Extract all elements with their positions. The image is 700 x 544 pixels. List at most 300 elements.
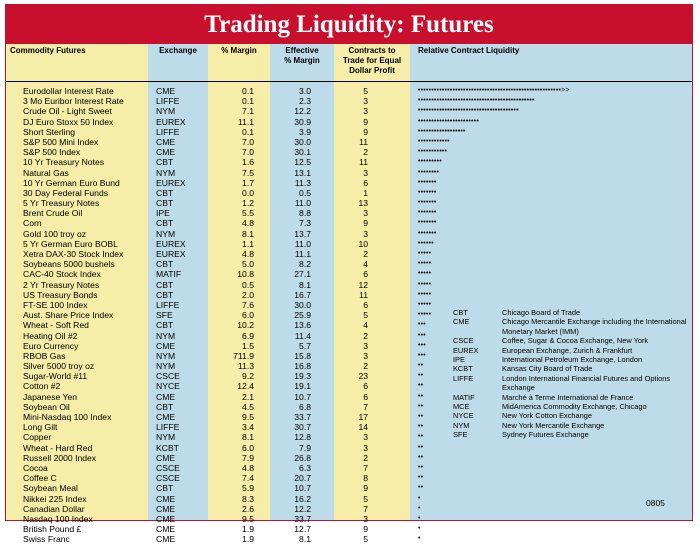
liquidity-dots: ••••••• xyxy=(418,188,437,196)
commodity-name: Short Sterling xyxy=(23,126,76,137)
legend-name: International Petroleum Exchange, London xyxy=(502,355,643,365)
contracts-cell: 6 xyxy=(363,269,368,280)
table-row xyxy=(6,147,692,157)
margin-cell: 10.2 xyxy=(237,320,254,331)
contracts-cell: 7 xyxy=(363,401,368,412)
legend-item xyxy=(453,411,689,420)
legend-name: London International Financial Futures and Options Exchange xyxy=(502,373,671,393)
legend-name: Chicago Board of Trade xyxy=(502,308,581,317)
margin-cell: 7.4 xyxy=(242,473,254,484)
exchange-cell: CME xyxy=(156,340,176,351)
margin-cell: 2.6 xyxy=(242,503,254,514)
exchange-cell: LIFFE xyxy=(156,96,180,107)
contracts-cell: 2 xyxy=(363,249,368,259)
contracts-cell: 4 xyxy=(363,320,368,331)
margin-cell: 11.3 xyxy=(237,361,254,372)
liquidity-dots: • xyxy=(418,525,421,533)
margin-cell: 1.9 xyxy=(242,534,254,544)
effective-margin-cell: 7.3 xyxy=(299,218,311,229)
exchange-cell: CME xyxy=(156,524,176,535)
effective-margin-cell: 12.5 xyxy=(294,157,311,168)
table-row xyxy=(6,208,692,218)
commodity-name: Cocoa xyxy=(23,462,48,473)
liquidity-dots: ••••••• xyxy=(418,199,437,207)
margin-cell: 7.5 xyxy=(242,167,254,178)
exchange-cell: CME xyxy=(156,452,176,463)
contracts-cell: 2 xyxy=(363,361,368,372)
margin-cell: 1.6 xyxy=(242,157,254,168)
contracts-cell: 3 xyxy=(363,208,368,219)
legend-abbr: SFE xyxy=(453,430,468,440)
legend-item xyxy=(453,374,689,393)
contracts-cell: 11 xyxy=(359,136,368,147)
effective-margin-cell: 7.9 xyxy=(299,442,311,453)
liquidity-dots: ••••••••••• xyxy=(418,148,448,156)
liquidity-dots: ••••• xyxy=(418,260,432,268)
effective-margin-cell: 25.9 xyxy=(294,310,311,321)
liquidity-dots: •••••••••••••••••• xyxy=(418,127,466,135)
effective-margin-cell: 8.2 xyxy=(299,259,311,270)
contracts-cell: 11 xyxy=(359,289,368,300)
liquidity-dots: ••••••••••••••••••••••••••••••••••••••••••••••••••••••>> xyxy=(418,87,570,94)
table-row xyxy=(6,259,692,269)
liquidity-dots: •••••••••••••••••••••••••••••••••••••• xyxy=(418,107,519,115)
commodity-name: CAC-40 Stock Index xyxy=(23,269,101,280)
header-effective-margin xyxy=(270,46,334,66)
liquidity-dots: ••••• xyxy=(418,290,432,298)
commodity-name: RBOB Gas xyxy=(23,350,66,361)
effective-margin-cell: 11.3 xyxy=(294,177,311,188)
legend-item xyxy=(453,402,689,411)
liquidity-dots: •• xyxy=(418,443,424,451)
commodity-name: Soybeans 5000 bushels xyxy=(23,259,115,270)
table-row xyxy=(6,168,692,178)
exchange-cell: SFE xyxy=(156,310,173,321)
effective-margin-cell: 19.3 xyxy=(294,371,311,382)
contracts-cell: 9 xyxy=(363,483,368,494)
contracts-cell: 3 xyxy=(363,513,368,524)
contracts-cell: 7 xyxy=(363,503,368,514)
effective-margin-cell: 15.8 xyxy=(294,350,311,361)
effective-margin-cell: 16.8 xyxy=(294,361,311,372)
table-row xyxy=(6,86,692,96)
contracts-cell: 6 xyxy=(363,177,368,188)
liquidity-dots: •• xyxy=(418,453,424,461)
page-title: Trading Liquidity: Futures xyxy=(6,5,692,44)
table-row xyxy=(6,178,692,188)
effective-margin-cell: 33.7 xyxy=(294,513,311,524)
exchange-cell: CSCE xyxy=(156,473,180,484)
margin-cell: 8.3 xyxy=(242,493,254,504)
contracts-cell: 9 xyxy=(363,116,368,127)
exchange-cell: NYM xyxy=(156,106,176,117)
legend-abbr: EUREX xyxy=(453,345,479,355)
liquidity-dots: ••• xyxy=(418,351,426,359)
margin-cell: 7.0 xyxy=(242,136,254,147)
legend-name: MidAmerica Commodity Exchange, Chicago xyxy=(502,402,647,412)
effective-margin-cell: 2.3 xyxy=(299,96,311,107)
header-contracts-line3: Dollar Profit xyxy=(349,66,395,75)
contracts-cell: 1 xyxy=(363,187,368,198)
commodity-name: Wheat - Soft Red xyxy=(23,320,89,331)
legend-name: Chicago Mercantile Exchange including the International Monetary Market (IMM) xyxy=(502,317,687,336)
margin-cell: 2.0 xyxy=(242,289,254,300)
commodity-name: Eurodollar Interest Rate xyxy=(23,86,114,96)
commodity-name: 3 Mo Euribor Interest Rate xyxy=(23,96,124,107)
table-row xyxy=(6,188,692,198)
liquidity-dots: • xyxy=(418,494,421,502)
table-row xyxy=(6,290,692,300)
margin-cell: 12.4 xyxy=(237,381,254,392)
header-contracts xyxy=(334,46,410,76)
table-row xyxy=(6,534,692,544)
margin-cell: 1.2 xyxy=(242,198,254,209)
margin-cell: 6.0 xyxy=(242,310,254,321)
commodity-name: Soybean Oil xyxy=(23,401,70,412)
legend-abbr: CSCE xyxy=(453,336,474,346)
effective-margin-cell: 10.7 xyxy=(294,483,311,494)
table-row xyxy=(6,198,692,208)
margin-cell: 0.1 xyxy=(242,96,254,107)
commodity-name: Nikkei 225 Index xyxy=(23,493,87,504)
contracts-cell: 3 xyxy=(363,106,368,117)
commodity-name: Japanese Yen xyxy=(23,391,78,402)
effective-margin-cell: 11.1 xyxy=(294,249,311,259)
contracts-cell: 5 xyxy=(363,310,368,321)
effective-margin-cell: 3.9 xyxy=(299,126,311,137)
exchange-legend xyxy=(453,308,689,440)
contracts-cell: 7 xyxy=(363,462,368,473)
effective-margin-cell: 12.2 xyxy=(294,503,311,514)
commodity-name: Russell 2000 Index xyxy=(23,452,97,463)
effective-margin-cell: 6.8 xyxy=(299,401,311,412)
legend-item xyxy=(453,364,689,373)
effective-margin-cell: 16.2 xyxy=(294,493,311,504)
exchange-cell: NYCE xyxy=(156,381,180,392)
table-row xyxy=(6,127,692,137)
effective-margin-cell: 8.1 xyxy=(299,279,311,290)
legend-abbr: CBT xyxy=(453,308,468,317)
exchange-cell: CBT xyxy=(156,401,174,412)
margin-cell: 0.1 xyxy=(242,86,254,96)
exchange-cell: CBT xyxy=(156,157,174,168)
liquidity-dots: •• xyxy=(418,484,424,492)
contracts-cell: 13 xyxy=(358,198,368,209)
exchange-cell: NYM xyxy=(156,361,176,372)
table-row xyxy=(6,249,692,259)
exchange-cell: IPE xyxy=(156,208,170,219)
exchange-cell: CME xyxy=(156,513,176,524)
contracts-cell: 2 xyxy=(363,147,368,158)
liquidity-dots: •••••• xyxy=(418,239,434,247)
exchange-cell: NYM xyxy=(156,167,176,178)
effective-margin-cell: 30.0 xyxy=(294,136,311,147)
exchange-cell: LIFFE xyxy=(156,422,180,433)
legend-name: Sydney Futures Exchange xyxy=(502,430,589,440)
commodity-name: DJ Euro Stoxx 50 Index xyxy=(23,116,114,127)
contracts-cell: 3 xyxy=(363,442,368,453)
liquidity-dots: ••• xyxy=(418,331,426,339)
contracts-cell: 12 xyxy=(358,279,368,290)
table-row xyxy=(6,473,692,483)
exchange-cell: CBT xyxy=(156,289,174,300)
liquidity-dots: •••••••••••• xyxy=(418,137,450,145)
margin-cell: 7.0 xyxy=(242,147,254,158)
margin-cell: 2.1 xyxy=(242,391,254,402)
legend-abbr: KCBT xyxy=(453,364,473,374)
effective-margin-cell: 12.8 xyxy=(294,432,311,443)
liquidity-dots: ••••• xyxy=(418,280,432,288)
effective-margin-cell: 5.7 xyxy=(299,340,311,351)
exchange-cell: NYM xyxy=(156,330,176,341)
contracts-cell: 3 xyxy=(363,167,368,178)
effective-margin-cell: 27.1 xyxy=(294,269,311,280)
commodity-name: British Pound £ xyxy=(23,524,82,535)
margin-cell: 9.2 xyxy=(242,371,254,382)
contracts-cell: 5 xyxy=(363,86,368,96)
header-contracts-line2: Trade for Equal xyxy=(342,56,402,65)
commodity-name: Copper xyxy=(23,432,52,443)
table-row xyxy=(6,453,692,463)
table-row xyxy=(6,117,692,127)
exchange-cell: KCBT xyxy=(156,442,179,453)
effective-margin-cell: 26.8 xyxy=(294,452,311,463)
commodity-name: S&P 500 Index xyxy=(23,147,81,158)
commodity-name: US Treasury Bonds xyxy=(23,289,98,300)
exchange-cell: CBT xyxy=(156,187,174,198)
legend-item xyxy=(453,393,689,402)
margin-cell: 11.1 xyxy=(237,116,254,127)
contracts-cell: 9 xyxy=(363,218,368,229)
commodity-name: Nasdaq 100 Index xyxy=(23,513,93,524)
margin-cell: 10.8 xyxy=(237,269,254,280)
liquidity-dots: •• xyxy=(418,402,424,410)
contracts-cell: 3 xyxy=(363,228,368,239)
effective-margin-cell: 8.8 xyxy=(299,208,311,219)
contracts-cell: 8 xyxy=(363,473,368,484)
contracts-cell: 17 xyxy=(358,412,368,422)
margin-cell: 5.0 xyxy=(242,259,254,270)
exchange-cell: CBT xyxy=(156,483,174,494)
commodity-name: Corn xyxy=(23,218,42,229)
exchange-cell: CBT xyxy=(156,320,174,331)
liquidity-dots: •• xyxy=(418,382,424,390)
futures-liquidity-table xyxy=(5,4,693,544)
exchange-cell: EUREX xyxy=(156,249,186,259)
effective-margin-cell: 30.9 xyxy=(294,116,311,127)
commodity-name: 30 Day Federal Funds xyxy=(23,187,109,198)
liquidity-dots: ••••••••••••••••••••••• xyxy=(418,117,479,125)
contracts-cell: 6 xyxy=(363,391,368,402)
effective-margin-cell: 11.4 xyxy=(294,330,311,341)
header-contracts-line1: Contracts to xyxy=(348,46,396,55)
contracts-cell: 10 xyxy=(358,238,368,249)
effective-margin-cell: 8.1 xyxy=(299,534,311,544)
commodity-name: FT-SE 100 Index xyxy=(23,299,88,310)
contracts-cell: 5 xyxy=(363,534,368,544)
table-row xyxy=(6,239,692,249)
table-row xyxy=(6,106,692,116)
legend-item xyxy=(453,346,689,355)
commodity-name: 5 Yr German Euro BOBL xyxy=(23,238,118,249)
header-effective-line2: % Margin xyxy=(284,56,320,65)
commodity-name: Xetra DAX-30 Stock Index xyxy=(23,249,124,259)
legend-name: New York Mercantile Exchange xyxy=(502,420,605,430)
liquidity-dots: ••••••• xyxy=(418,178,437,186)
effective-margin-cell: 13.7 xyxy=(294,228,311,239)
effective-margin-cell: 19.1 xyxy=(294,381,311,392)
liquidity-dots: •• xyxy=(418,362,424,370)
exchange-cell: LIFFE xyxy=(156,299,180,310)
legend-item xyxy=(453,430,689,439)
table-row xyxy=(6,443,692,453)
effective-margin-cell: 33.7 xyxy=(294,412,311,422)
margin-cell: 3.4 xyxy=(242,422,254,433)
legend-name: New York Cotton Exchange xyxy=(502,411,592,421)
header-commodity: Commodity Futures xyxy=(10,46,86,55)
liquidity-dots: ••• xyxy=(418,321,426,329)
table-row xyxy=(6,524,692,534)
margin-cell: 7.1 xyxy=(242,106,254,117)
margin-cell: 8.1 xyxy=(242,432,254,443)
margin-cell: 6.9 xyxy=(242,330,254,341)
commodity-name: Euro Currency xyxy=(23,340,79,351)
exchange-cell: CSCE xyxy=(156,371,180,382)
commodity-name: Heating Oil #2 xyxy=(23,330,78,341)
legend-abbr: MCE xyxy=(453,402,470,412)
legend-item xyxy=(453,355,689,364)
commodity-name: Natural Gas xyxy=(23,167,69,178)
contracts-cell: 5 xyxy=(363,493,368,504)
exchange-cell: CME xyxy=(156,86,176,96)
commodity-name: Coffee C xyxy=(23,473,57,484)
exchange-cell: NYM xyxy=(156,350,176,361)
commodity-name: Soybean Meal xyxy=(23,483,78,494)
table-row xyxy=(6,157,692,167)
header-effective-line1: Effective xyxy=(285,46,319,55)
table-row xyxy=(6,494,692,504)
margin-cell: 6.0 xyxy=(242,442,254,453)
table-row xyxy=(6,463,692,473)
liquidity-dots: • xyxy=(418,514,421,522)
contracts-cell: 3 xyxy=(363,350,368,361)
contracts-cell: 3 xyxy=(363,340,368,351)
commodity-name: Wheat - Hard Red xyxy=(23,442,93,453)
contracts-cell: 3 xyxy=(363,432,368,443)
exchange-cell: CME xyxy=(156,493,176,504)
margin-cell: 7.9 xyxy=(242,452,254,463)
exchange-cell: EUREX xyxy=(156,177,186,188)
liquidity-dots: •• xyxy=(418,463,424,471)
effective-margin-cell: 13.1 xyxy=(294,167,311,178)
legend-item xyxy=(453,421,689,430)
liquidity-dots: •••••••••••••••••••••••••••••••••••••••••••• xyxy=(418,97,535,105)
margin-cell: 5.9 xyxy=(242,483,254,494)
legend-name: Kansas City Board of Trade xyxy=(502,364,593,374)
liquidity-dots: •• xyxy=(418,423,424,431)
effective-margin-cell: 12.7 xyxy=(294,524,311,535)
commodity-name: 10 Yr Treasury Notes xyxy=(23,157,105,168)
liquidity-dots: ••••• xyxy=(418,270,432,278)
legend-name: Coffee, Sugar & Cocoa Exchange, New York xyxy=(502,336,649,346)
exchange-cell: CME xyxy=(156,136,176,147)
legend-abbr: IPE xyxy=(453,355,465,365)
commodity-name: Silver 5000 troy oz xyxy=(23,361,95,372)
contracts-cell: 2 xyxy=(363,330,368,341)
header-margin: % Margin xyxy=(221,46,257,55)
commodity-name: Cotton #2 xyxy=(23,381,61,392)
liquidity-dots: ••••••••• xyxy=(418,158,442,166)
commodity-name: Crude Oil - Light Sweet xyxy=(23,106,112,117)
liquidity-dots: ••••••• xyxy=(418,209,437,217)
exchange-cell: EUREX xyxy=(156,238,186,249)
liquidity-dots: ••• xyxy=(418,341,426,349)
contracts-cell: 11 xyxy=(359,157,368,168)
table-row xyxy=(6,504,692,514)
effective-margin-cell: 30.0 xyxy=(294,299,311,310)
commodity-name: Aust. Share Price Index xyxy=(23,310,114,321)
table-row xyxy=(6,229,692,239)
liquidity-dots: ••••• xyxy=(418,311,432,319)
table-row xyxy=(6,218,692,228)
legend-item xyxy=(453,317,689,336)
effective-margin-cell: 3.0 xyxy=(299,86,311,96)
contracts-cell: 2 xyxy=(363,452,368,463)
effective-margin-cell: 11.0 xyxy=(294,198,311,209)
effective-margin-cell: 6.3 xyxy=(299,462,311,473)
margin-cell: 0.0 xyxy=(242,187,254,198)
exchange-cell: NYM xyxy=(156,228,176,239)
margin-cell: 1.7 xyxy=(242,177,254,188)
commodity-name: Sugar-World #11 xyxy=(23,371,88,382)
margin-cell: 1.5 xyxy=(242,340,254,351)
commodity-name: 10 Yr German Euro Bund xyxy=(23,177,120,188)
legend-abbr: MATIF xyxy=(453,392,475,402)
margin-cell: 7.6 xyxy=(242,299,254,310)
liquidity-dots: •• xyxy=(418,413,424,420)
header-liquidity: Relative Contract Liquidity xyxy=(418,46,520,55)
margin-cell: 0.1 xyxy=(242,126,254,137)
margin-cell: 4.8 xyxy=(242,218,254,229)
exchange-cell: CME xyxy=(156,503,176,514)
liquidity-dots: ••••• xyxy=(418,250,432,257)
commodity-name: Gold 100 troy oz xyxy=(23,228,87,239)
commodity-name: Mini-Nasdaq 100 Index xyxy=(23,412,112,422)
commodity-name: Brent Crude Oil xyxy=(23,208,83,219)
liquidity-dots: ••••••• xyxy=(418,229,437,237)
margin-cell: 1.1 xyxy=(242,238,254,249)
legend-item xyxy=(453,336,689,345)
contracts-cell: 9 xyxy=(363,126,368,137)
liquidity-dots: •• xyxy=(418,372,424,380)
exchange-cell: CBT xyxy=(156,198,174,209)
liquidity-dots: •••••••• xyxy=(418,168,440,176)
margin-cell: 9.5 xyxy=(242,513,254,524)
contracts-cell: 3 xyxy=(363,96,368,107)
table-row xyxy=(6,483,692,493)
contracts-cell: 23 xyxy=(358,371,368,382)
legend-item xyxy=(453,308,689,317)
legend-name: Marché à Terme International de France xyxy=(502,392,634,402)
effective-margin-cell: 13.6 xyxy=(294,320,311,331)
legend-abbr: NYCE xyxy=(453,411,474,421)
exchange-cell: LIFFE xyxy=(156,126,180,137)
effective-margin-cell: 0.5 xyxy=(299,187,311,198)
table-row xyxy=(6,137,692,147)
margin-cell: 8.1 xyxy=(242,228,254,239)
contracts-cell: 4 xyxy=(363,259,368,270)
liquidity-dots: •• xyxy=(418,392,424,400)
